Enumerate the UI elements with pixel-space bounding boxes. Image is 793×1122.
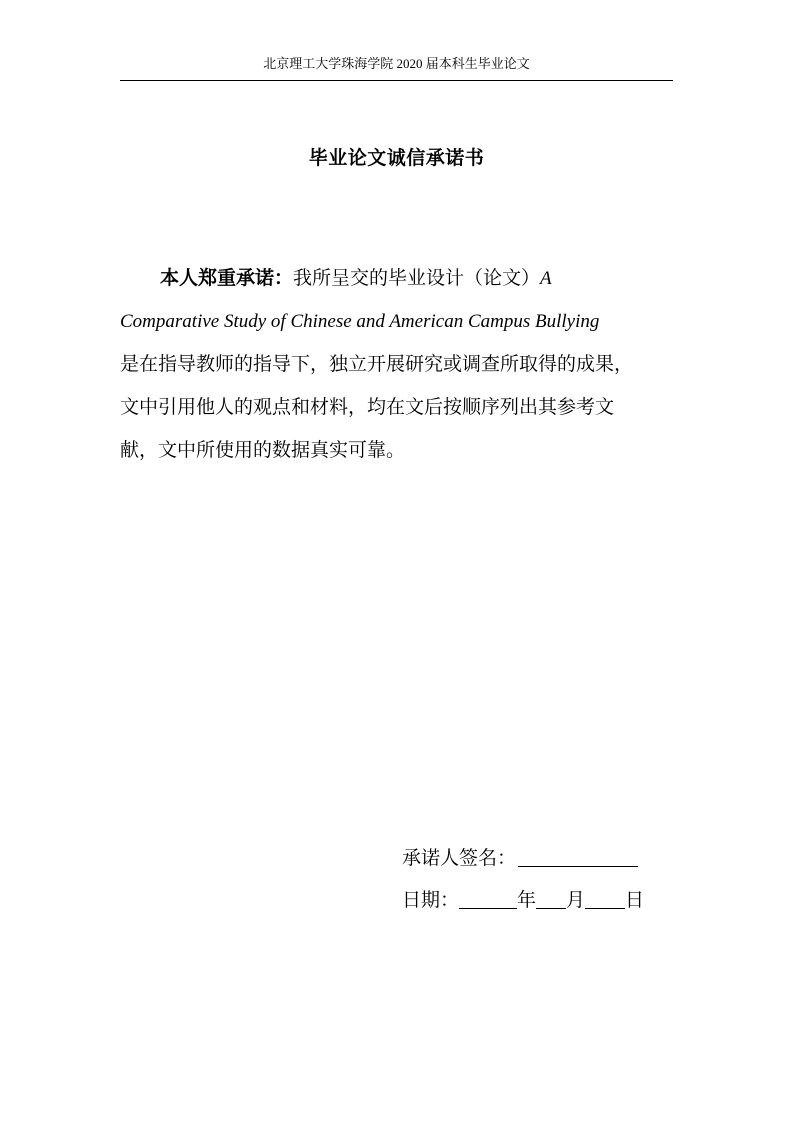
year-blank[interactable] (459, 907, 517, 909)
header-rule (120, 80, 673, 81)
thesis-title-part-2: Comparative Study of Chinese and American Campus Bullying (120, 311, 600, 332)
month-label: 月 (566, 890, 586, 911)
year-label: 年 (517, 890, 537, 911)
date-row (402, 884, 644, 912)
signer-label: 承诺人签名： (402, 848, 517, 869)
pledge-line-5: 献，文中所使用的数据真实可靠。 (120, 440, 406, 461)
day-blank[interactable] (585, 907, 625, 909)
thesis-title-part-1: A (540, 268, 552, 289)
page-title: 毕业论文诚信承诺书 (308, 148, 485, 169)
pledge-lead: 本人郑重承诺： (160, 268, 294, 289)
pledge-line-4: 文中引用他人的观点和材料，均在文后按顺序列出其参考文 (120, 397, 615, 418)
date-label: 日期： (402, 890, 460, 911)
pledge-line-1 (120, 257, 645, 300)
signer-row (402, 842, 644, 870)
signature-blank[interactable] (518, 865, 638, 867)
pledge-line-3: 是在指导教师的指导下，独立开展研究或调查所取得的成果， (120, 354, 634, 375)
month-blank[interactable] (536, 907, 566, 909)
signature-block (402, 842, 644, 912)
running-header: 北京理工大学珠海学院 2020 届本科生毕业论文 (263, 56, 530, 71)
pledge-line-1-text: 我所呈交的毕业设计（论文） (293, 268, 541, 289)
pledge-body (120, 257, 645, 472)
day-label: 日 (625, 890, 645, 911)
